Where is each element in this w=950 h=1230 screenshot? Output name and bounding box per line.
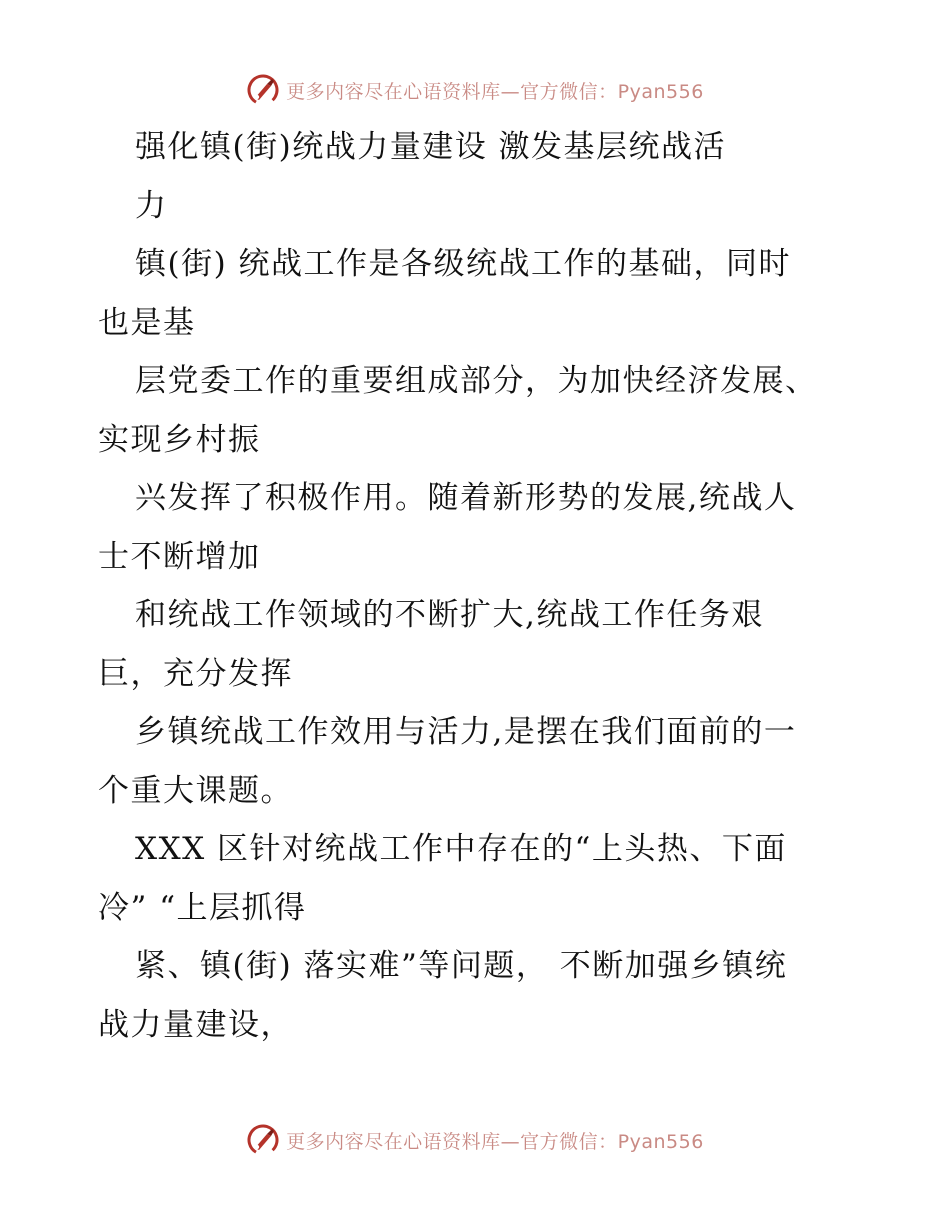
watermark-group xyxy=(246,73,704,107)
text-line: 和统战工作领域的不断扩大,统战工作任务艰 xyxy=(135,597,764,633)
text-line: 实现乡村振 xyxy=(98,421,261,458)
watermark-group xyxy=(246,1123,704,1157)
watermark-text: 更多内容尽在心语资料库—官方微信：Pyan556 xyxy=(286,1130,704,1153)
watermark-banner-bottom xyxy=(0,1120,950,1160)
text-line: 个重大课题。 xyxy=(98,772,293,809)
text-line: 镇(街) 统战工作是各级统战工作的基础，同时 xyxy=(135,246,792,282)
text-line: 乡镇统战工作效用与活力,是摆在我们面前的一 xyxy=(135,714,797,750)
text-line: 冷” “上层抓得 xyxy=(98,889,307,926)
text-line: 士不断增加 xyxy=(98,538,261,575)
text-line: 兴发挥了积极作用。随着新形势的发展,统战人 xyxy=(135,480,797,516)
text-line: 战力量建设， xyxy=(98,1006,293,1043)
text-line: 巨，充分发挥 xyxy=(98,655,293,692)
text-line: 层党委工作的重要组成部分，为加快经济发展、 xyxy=(135,363,818,399)
brush-logo-icon xyxy=(246,73,280,107)
watermark-text: 更多内容尽在心语资料库—官方微信：Pyan556 xyxy=(286,80,704,103)
text-line: 强化镇(街)统战力量建设 激发基层统战活 xyxy=(135,129,727,165)
text-line: 力 xyxy=(135,187,168,224)
text-line: 也是基 xyxy=(98,304,196,341)
document-body xyxy=(98,118,858,1054)
brush-logo-icon xyxy=(246,1123,280,1157)
watermark-banner-top xyxy=(0,70,950,110)
text-line: 紧、镇(街) 落实难”等问题， 不断加强乡镇统 xyxy=(135,948,788,984)
text-line: XXX 区针对统战工作中存在的“上头热、下面 xyxy=(135,831,787,867)
